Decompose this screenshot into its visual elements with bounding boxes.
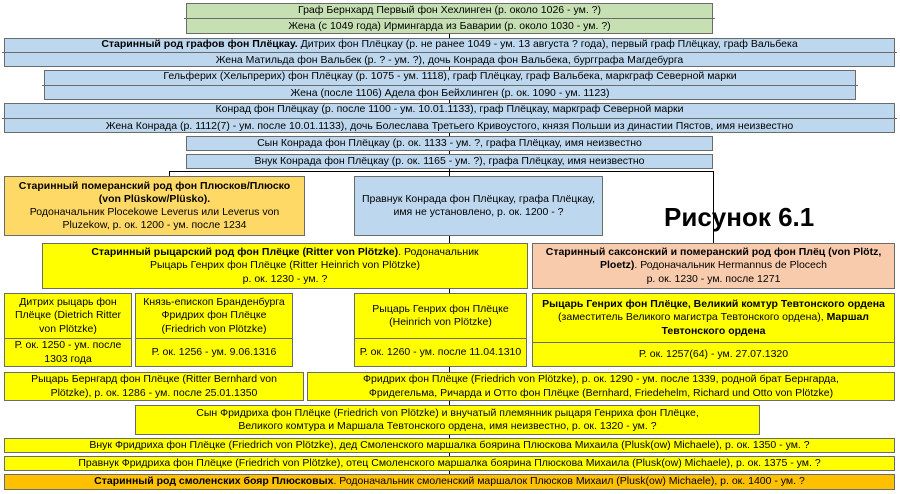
node-helferich <box>44 70 856 100</box>
node-bernhard-ritter <box>4 372 304 401</box>
node-line: Жена Конрада (р. 1112(7) - ум. после 10.01.1133), дочь Болеслава Третьего Кривоустого, князя Польши из династии Пястов, имя неизвестно <box>2 118 897 134</box>
lineage-title: Старинный рыцарский род фон Плёцке (Ritter von Plötzke) <box>91 246 399 259</box>
lineage-title: Старинный саксонский и померанский род фон Плёц (von Plötz, Ploetz) <box>545 246 882 272</box>
node-pluskow-lineage <box>4 176 305 236</box>
node-ritter-ploetzke-lineage <box>42 243 528 289</box>
node-text: Р. ок. 1260 - ум. после 11.04.1310 <box>359 345 522 358</box>
node-bottom <box>5 338 131 366</box>
node-line <box>91 246 478 259</box>
lineage-title: Старинный померанский род фон Плюсков/Плюско (von Plüskow/Plüsko). <box>18 179 291 205</box>
node-line: Великого комтура и Маршала Тевтонского ордена, имя неизвестно, р. ок. 1320 - ум. ? <box>238 420 657 432</box>
connector-line <box>449 236 450 243</box>
node-line <box>2 37 897 52</box>
node-top <box>533 294 894 342</box>
node-text: . Родоначальник смоленский маршалок Плюсков Михаил (Plusk(ow) Michaele), р. ок. 1400 - ум. ? <box>333 475 805 488</box>
node-bottom <box>355 338 526 366</box>
node-pluskov-boyars <box>4 474 895 490</box>
node-text: Р. ок. 1257(64) - ум. 27.07.1320 <box>638 347 789 360</box>
node-text: Дитрих фон Плёцкау (р. не ранее 1049 - ум. 13 августа ? года), первый граф Плёцкау, граф Вальбека <box>297 37 798 50</box>
node-text <box>536 298 891 337</box>
node-top <box>5 294 131 338</box>
node-line: Фридегельма, Ричарда и Отто фон Плёцке (Bernhard, Friedehelm, Richard und Otto von Plötzke) <box>368 386 834 399</box>
node-ploetz-lineage <box>532 243 895 289</box>
node-bottom <box>533 342 894 366</box>
node-text: Князь-епископ Бранденбурга Фридрих фон Плёцке (Friedrich von Plötzke) <box>143 296 285 335</box>
node-text: Рыцарь Генрих фон Плёцке (Heinrich von Plötzke) <box>372 302 509 328</box>
node-line <box>536 246 891 272</box>
node-konrad-great-grandson <box>354 176 603 236</box>
node-text: Правнук Конрада фон Плёцкау, графа Плёцкау, имя не установлено, р. ок. 1200 - ? <box>361 192 596 218</box>
lineage-title: Старинный род графов фон Плёцкау. <box>101 37 298 50</box>
node-line: Жена Матильда фон Вальбек (р. ? - ум. ?), дочь Конрада фон Вальбека, бургграфа Магдебурга <box>2 52 897 68</box>
node-friedrich-son <box>135 405 760 435</box>
node-text: Р. ок. 1250 - ум. после 1303 года <box>14 339 122 365</box>
node-line <box>94 475 805 488</box>
node-prince-bishop-friedrich <box>135 293 293 367</box>
node-top <box>355 294 526 338</box>
node-counts-ploetzkau <box>4 38 895 67</box>
node-text: Р. ок. 1256 - ум. 9.06.1316 <box>151 345 277 358</box>
node-dietrich-ritter <box>4 293 132 367</box>
node-bottom <box>136 338 292 366</box>
node-friedrich-ploetzke <box>307 372 895 401</box>
node-bold: Маршал Тевтонского ордена <box>661 311 869 337</box>
node-friedrich-great-grandson <box>4 456 895 471</box>
node-konrad <box>4 103 895 133</box>
node-line: Рыцарь Бернгард фон Плёцке (Ritter Bernhard von <box>31 373 277 386</box>
node-text: Родоначальник Plocekowe Leverus или Leverus von Pluzekow, р. ок. 1200 - ум. после 1234 <box>29 206 280 232</box>
node-heinrich-ploetzke <box>354 293 527 367</box>
node-text: . Родоначальник Hermannus de Plocech <box>634 259 827 272</box>
node-top <box>136 294 292 338</box>
node-text: Сын Конрада фон Плёцкау (р. ок. 1133 - ум. ?, графа Плёцкау, имя неизвестно <box>257 136 642 149</box>
node-text: Внук Фридриха фон Плёцке (Friedrich von Plötzke), дед Смоленского маршалка боярина Плюскова Михаила (Plusk(ow) Michaele), р. ок. 1350 - ум. ? <box>89 438 810 451</box>
node-line: р. ок. 1230 - ум. ? <box>242 272 328 285</box>
node-bernhard-hechlingen <box>186 3 713 34</box>
node-bold: Рыцарь Генрих фон Плёцке, Великий комтур Тевтонского ордена <box>542 298 885 311</box>
node-text: (заместитель Великого магистра Тевтонского ордена), <box>558 311 827 324</box>
node-friedrich-grandson <box>4 438 895 453</box>
node-line: Рыцарь Генрих фон Плёцке (Ritter Heinrich von Plötzke) <box>149 259 421 272</box>
figure-label: Рисунок 6.1 <box>664 202 815 232</box>
connector-line <box>169 171 713 172</box>
node-line: Жена (после 1106) Адела фон Бейхлинген (р. ок. 1090 - ум. 1123) <box>42 85 858 101</box>
node-konrad-grandson <box>186 154 713 169</box>
node-line: Конрад фон Плёцкау (р. после 1100 - ум. 10.01.1133), граф Плёцкау, маркграф Северной марки <box>215 103 684 116</box>
node-line: Граф Бернхард Первый фон Хехлинген (р. около 1026 - ум. ?) <box>298 3 601 16</box>
node-heinrich-grand-komtur <box>532 293 895 367</box>
node-text: Дитрих рыцарь фон Плёцке (Dietrich Ritter von Plötzke) <box>14 296 122 335</box>
node-text: Правнук Фридриха фон Плёцке (Friedrich von Plötzke), отец Смоленского маршалка боярина Плюскова Михаила (Plusk(ow) Michaele), р. ок. 1375 - ум. ? <box>78 456 821 469</box>
node-line: Фридрих фон Плёцке (Friedrich von Plötzke), р. ок. 1290 - ум. после 1339, родной брат Бернгарда, <box>363 373 839 386</box>
node-konrad-son <box>186 136 713 151</box>
lineage-title: Старинный род смоленских бояр Плюсковых <box>94 475 334 488</box>
node-text: . Родоначальник <box>398 246 479 259</box>
node-line: Гельферих (Хельпрерих) фон Плёцкау (р. 1075 - ум. 1118), граф Плёцкау, граф Вальбека, маркграф Северной марки <box>163 70 737 83</box>
node-text: Внук Конрада фон Плёцкау (р. ок. 1165 - ум. ?), графа Плёцкау, имя неизвестно <box>254 154 645 167</box>
node-line: Сын Фридриха фон Плёцке (Friedrich von Plötzke) и внучатый племянник рыцаря Генриха фон Плёцке, <box>196 406 699 419</box>
node-line: Жена (с 1049 года) Ирмингарда из Баварии (р. около 1030 - ум. ?) <box>184 18 715 34</box>
node-line: р. ок. 1230 - ум. после 1271 <box>646 272 781 285</box>
node-line: Plötzke), р. ок. 1286 - ум. после 25.01.1350 <box>50 386 258 399</box>
